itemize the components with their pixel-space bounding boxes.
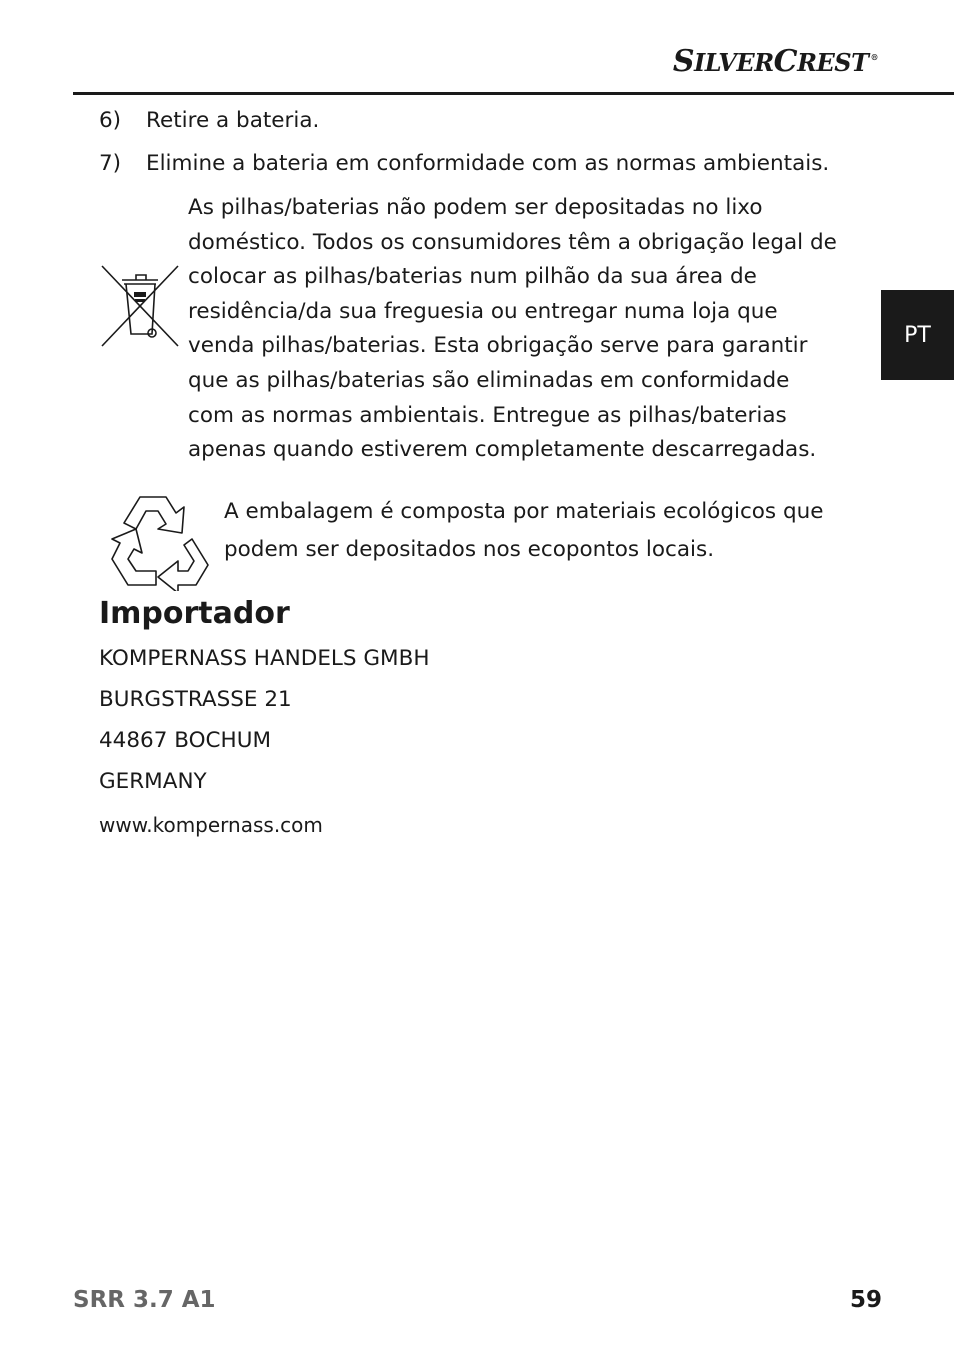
brand-logo bbox=[673, 44, 878, 79]
step-6 bbox=[99, 108, 319, 133]
step-number: 7) bbox=[99, 151, 122, 176]
importer-website: www.kompernass.com bbox=[99, 813, 323, 837]
importer-street: BURGSTRASSE 21 bbox=[99, 687, 292, 712]
model-number: SRR 3.7 A1 bbox=[73, 1287, 216, 1313]
importer-heading: Importador bbox=[99, 596, 290, 631]
brand-logo-ilver: ILVER bbox=[694, 48, 774, 77]
brand-logo-c: C bbox=[773, 44, 798, 79]
header-rule bbox=[73, 92, 954, 95]
language-tab bbox=[881, 290, 954, 380]
battery-disposal-notice: As pilhas/baterias não podem ser depositadas no lixo doméstico. Todos os consumidores têm a obrigação legal de colocar as pilhas/baterias num pilhão da sua área de residência/da sua freguesia ou entregar numa loja que venda pilhas/baterias. Esta obrigação serve para garantir que as pilhas/baterias são eliminadas em conformidade com as normas ambientais. Entregue as pilhas/baterias apenas quando estiverem completamente descarregadas. bbox=[188, 195, 837, 463]
brand-logo-s: S bbox=[672, 44, 695, 79]
packaging-notice: A embalagem é composta por materiais ecológicos que podem ser depositados nos ecopontos locais. bbox=[224, 499, 824, 562]
crossed-out-wheelie-bin-icon bbox=[100, 262, 180, 350]
recycle-icon bbox=[106, 493, 212, 591]
importer-company: KOMPERNASS HANDELS GMBH bbox=[99, 646, 430, 671]
importer-country: GERMANY bbox=[99, 769, 207, 794]
step-text: Elimine a bateria em conformidade com as normas ambientais. bbox=[146, 151, 830, 176]
importer-city: 44867 BOCHUM bbox=[99, 728, 271, 753]
language-tab-label: PT bbox=[904, 322, 931, 348]
registered-mark: ® bbox=[870, 52, 878, 62]
step-number: 6) bbox=[99, 108, 122, 133]
step-7 bbox=[99, 151, 829, 176]
brand-logo-rest: REST bbox=[797, 48, 869, 77]
step-text: Retire a bateria. bbox=[146, 108, 320, 133]
page-number: 59 bbox=[849, 1287, 882, 1313]
